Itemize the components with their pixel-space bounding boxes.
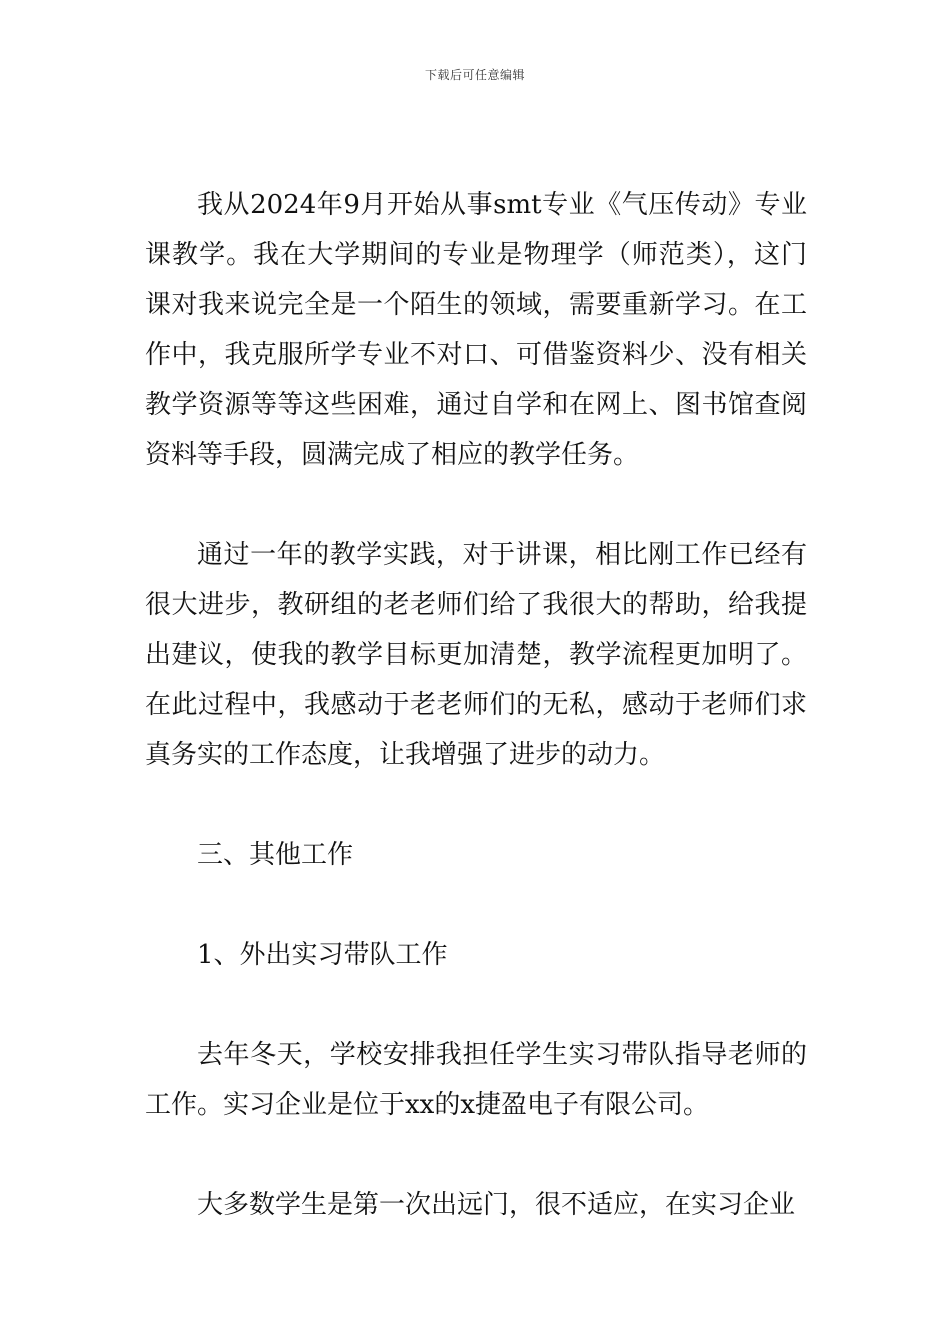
paragraph-students-adaptation: 大多数学生是第一次出远门，很不适应，在实习企业 bbox=[197, 1190, 796, 1220]
document-body bbox=[145, 180, 807, 1280]
paragraph-teaching-progress: 通过一年的教学实践，对于讲课，相比刚工作已经有很大进步，教研组的老老师们给了我很大的帮助，给我提出建议，使我的教学目标更加清楚，教学流程更加明了。在此过程中，我感动于老老师们的无私，感动于老师们求真务实的工作态度，让我增强了进步的动力。 bbox=[145, 540, 807, 770]
subsection-heading-internship: 1、外出实习带队工作 bbox=[197, 940, 448, 970]
section-heading-other-work: 三、其他工作 bbox=[197, 840, 354, 870]
paragraph-teaching-start: 我从2024年9月开始从事smt专业《气压传动》专业课教学。我在大学期间的专业是物理学（师范类），这门课对我来说完全是一个陌生的领域，需要重新学习。在工作中，我克服所学专业不对口、可借鉴资料少、没有相关教学资源等等这些困难，通过自学和在网上、图书馆查阅资料等手段，圆满完成了相应的教学任务。 bbox=[145, 190, 807, 470]
page-header: 下载后可任意编辑 bbox=[424, 68, 525, 82]
paragraph-internship-assignment: 去年冬天，学校安排我担任学生实习带队指导老师的工作。实习企业是位于xx的x捷盈电子有限公司。 bbox=[145, 1040, 807, 1120]
